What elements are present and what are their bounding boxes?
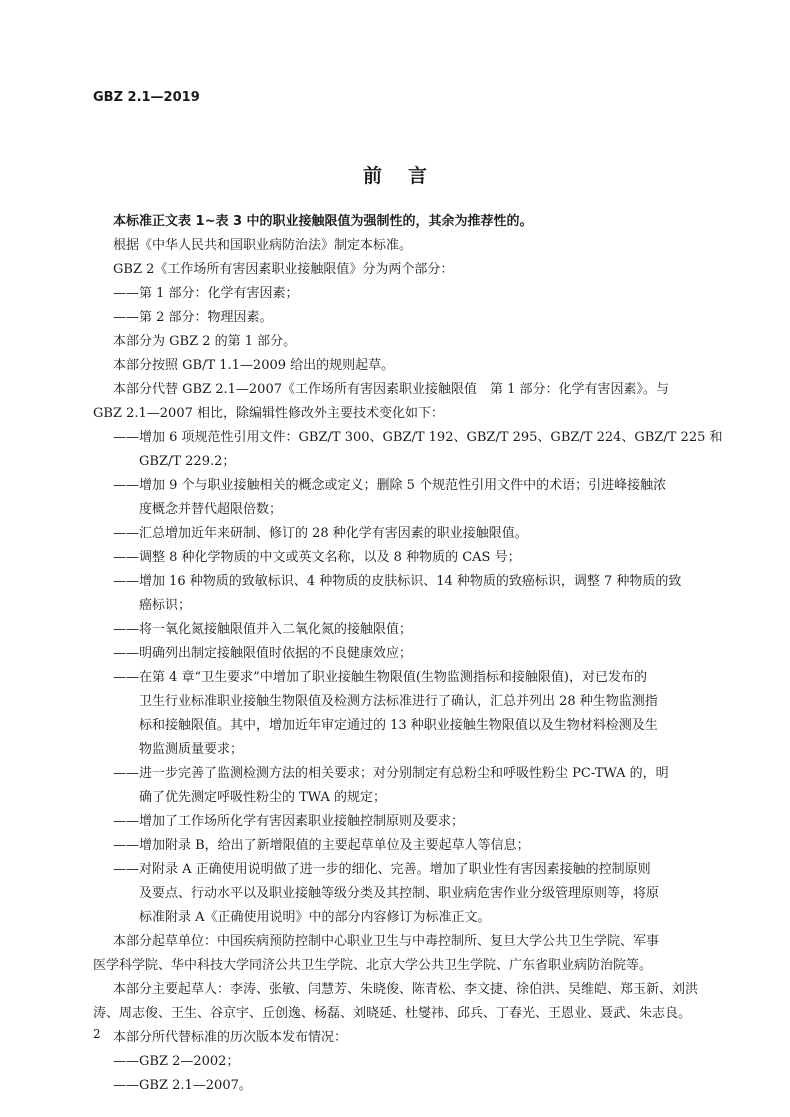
list-item: ——将一氧化氮接触限值并入二氧化氮的接触限值；	[113, 622, 413, 637]
page-number: 2	[93, 1027, 101, 1041]
page-title: 前言	[362, 165, 453, 187]
list-item: ——进一步完善了监测检测方法的相关要求；对分别制定有总粉尘和呼吸性粉尘 PC-TWA 的，明	[113, 766, 669, 781]
list-item: ——增加了工作场所化学有害因素职业接触控制原则及要求；	[113, 814, 465, 829]
list-item-continuation: 确了优先测定呼吸性粉尘的 TWA 的规定；	[139, 790, 387, 805]
paragraph-line: GBZ 2《工作场所有害因素职业接触限值》分为两个部分：	[113, 262, 454, 277]
paragraph-line: 涛、周志俊、王生、谷京宇、丘创逸、杨磊、刘晓延、杜燮祎、邱兵、丁春光、王恩业、聂武、朱志良。	[93, 1006, 692, 1021]
list-item-continuation: 物监测质量要求；	[139, 742, 244, 757]
paragraph-line: 医学科学院、华中科技大学同济公共卫生学院、北京大学公共卫生学院、广东省职业病防治院等。	[93, 958, 653, 973]
list-item: ——明确列出制定接触限值时依据的不良健康效应；	[113, 646, 413, 661]
list-item: ——GBZ 2—2002；	[113, 1054, 240, 1069]
list-item: ——增加附录 B，给出了新增限值的主要起草单位及主要起草人等信息；	[113, 838, 530, 853]
list-item-continuation: GBZ/T 229.2；	[139, 454, 236, 469]
standard-number: GBZ 2.1—2019	[93, 90, 200, 105]
list-item: ——汇总增加近年来研制、修订的 28 种化学有害因素的职业接触限值。	[113, 526, 528, 541]
list-item-continuation: 卫生行业标准职业接触生物限值及检测方法标准进行了确认，汇总并列出 28 种生物监测指	[139, 694, 658, 709]
mandatory-note: 本标准正文表 1~表 3 中的职业接触限值为强制性的，其余为推荐性的。	[113, 214, 533, 229]
paragraph-line: 本部分为 GBZ 2 的第 1 部分。	[113, 334, 297, 349]
paragraph-line: 本部分所代替标准的历次版本发布情况：	[113, 1030, 348, 1045]
list-item: ——调整 8 种化学物质的中文或英文名称，以及 8 种物质的 CAS 号；	[113, 550, 521, 565]
paragraph-line: GBZ 2.1—2007 相比，除编辑性修改外主要技术变化如下：	[93, 406, 444, 421]
list-item: ——对附录 A 正确使用说明做了进一步的细化、完善。增加了职业性有害因素接触的控制原则	[113, 862, 651, 877]
list-item-continuation: 度概念并替代超限倍数；	[139, 502, 283, 517]
list-item: ——GBZ 2.1—2007。	[113, 1078, 252, 1093]
list-item-continuation: 及要点、行动水平以及职业接触等级分类及其控制、职业病危害作业分级管理原则等，将原	[139, 886, 660, 901]
paragraph-line: 本部分按照 GB/T 1.1—2009 给出的规则起草。	[113, 358, 395, 373]
list-item: ——增加 16 种物质的致敏标识、4 种物质的皮肤标识、14 种物质的致癌标识，调整 7 种物质的致	[113, 574, 682, 589]
list-item-continuation: 标准附录 A《正确使用说明》中的部分内容修订为标准正文。	[139, 910, 491, 925]
list-item: ——增加 6 项规范性引用文件：GBZ/T 300、GBZ/T 192、GBZ/T 295、GBZ/T 224、GBZ/T 225 和	[113, 430, 723, 445]
paragraph-line: 根据《中华人民共和国职业病防治法》制定本标准。	[113, 238, 413, 253]
paragraph-line: 本部分主要起草人：李涛、张敏、闫慧芳、朱晓俊、陈青松、李文捷、徐伯洪、吴维皑、郑玉新、刘洪	[113, 982, 699, 997]
list-item-continuation: 癌标识；	[139, 598, 192, 613]
list-item: ——增加 9 个与职业接触相关的概念或定义；删除 5 个规范性引用文件中的术语；引进峰接触浓	[113, 478, 667, 493]
list-item: ——第 1 部分：化学有害因素；	[113, 286, 299, 301]
list-item: ——第 2 部分：物理因素。	[113, 310, 273, 325]
paragraph-line: 本部分代替 GBZ 2.1—2007《工作场所有害因素职业接触限值 第 1 部分：化学有害因素》。与	[113, 382, 670, 397]
paragraph-line: 本部分起草单位：中国疾病预防控制中心职业卫生与中毒控制所、复旦大学公共卫生学院、军事	[113, 934, 660, 949]
list-item: ——在第 4 章“卫生要求”中增加了职业接触生物限值(生物监测指标和接触限值)，对已发布的	[113, 670, 647, 685]
list-item-continuation: 标和接触限值。其中，增加近年审定通过的 13 种职业接触生物限值以及生物材料检测及生	[139, 718, 658, 733]
